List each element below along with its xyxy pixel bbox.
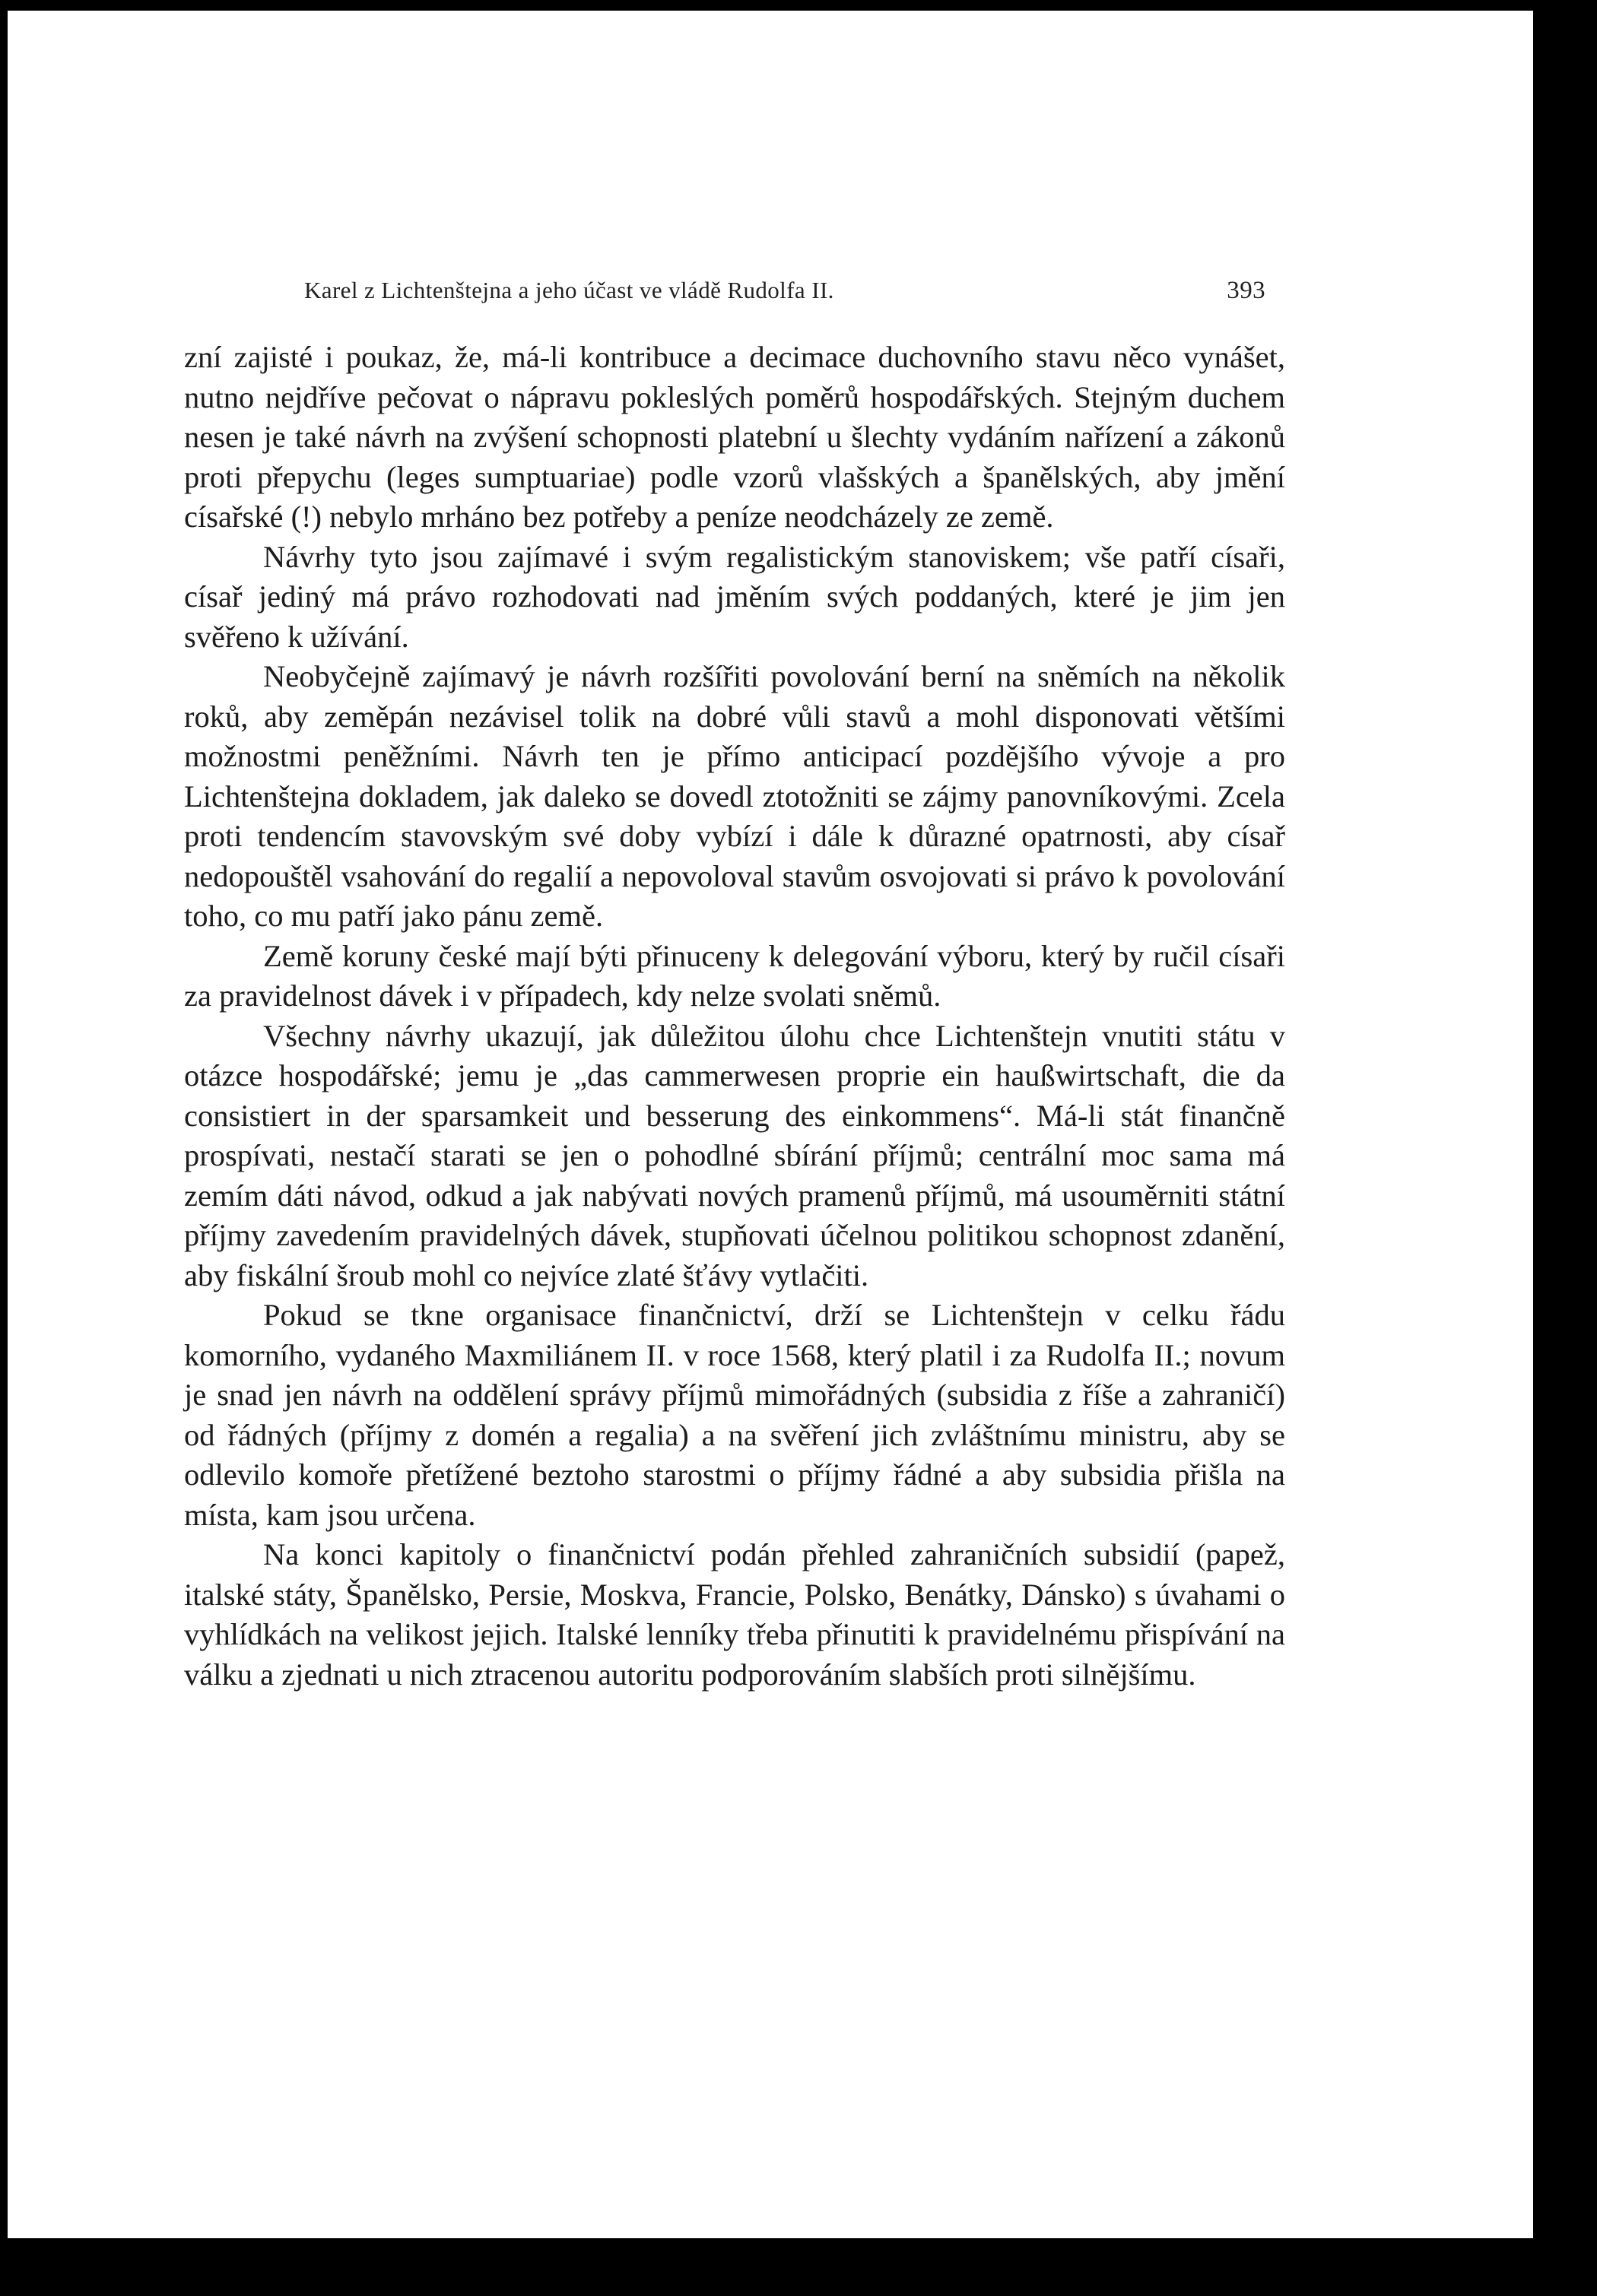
running-title: Karel z Lichtenštejna a jeho účast ve vládě Rudolfa II. bbox=[304, 277, 834, 303]
scan-edge bbox=[0, 0, 8, 2296]
paragraph: Návrhy tyto jsou zajímavé i svým regalistickým stanoviskem; vše patří císaři, císař jediný má právo rozhodovati nad jměním svých poddaných, které je jim jen svěřeno k užívání. bbox=[184, 539, 1285, 654]
paragraph: Země koruny české mají býti přinuceny k delegování výboru, který by ručil císaři za pravidelnost dávek i v případech, kdy nelze svolati sněmů. bbox=[184, 938, 1285, 1013]
body-text bbox=[184, 338, 1285, 1695]
running-head bbox=[304, 277, 1265, 305]
paragraph: Všechny návrhy ukazují, jak důležitou úlohu chce Lichtenštejn vnutiti státu v otázce hospodářské; jemu je „das cammerwesen proprie ein haußwirtschaft, die da consistiert in der sparsamkeit und besserung des einkommens“. Má-li stát finančně prospívati, nestačí starati se jen o pohodlné sbírání příjmů; centrální moc sama má zemím dáti návod, odkud a jak nabývati nových pramenů příjmů, má usouměrniti státní příjmy zavedením pravidelných dávek, stupňovati účelnou politikou schopnost zdanění, aby fiskální šroub mohl co nejvíce zlaté šťávy vytlačiti. bbox=[184, 1018, 1285, 1292]
paragraph: Pokud se tkne organisace finančnictví, drží se Lichtenštejn v celku řádu komorního, vydaného Maxmiliánem II. v roce 1568, který platil i za Rudolfa II.; novum je snad jen návrh na oddělení správy příjmů mimořádných (subsidia z říše a zahraničí) od řádných (příjmy z domén a regalia) a na svěření jich zvláštnímu ministru, aby se odlevilo komoře přetížené beztoho starostmi o příjmy řádné a aby subsidia přišla na místa, kam jsou určena. bbox=[184, 1298, 1285, 1532]
paragraph: Neobyčejně zajímavý je návrh rozšířiti povolování berní na sněmích na několik roků, aby zeměpán nezávisel tolik na dobré vůli stavů a mohl disponovati většími možnostmi peněžními. Návrh ten je přímo anticipací pozdějšího vývoje a pro Lichtenštejna dokladem, jak daleko se dovedl ztotožniti se zájmy panovníkovými. Zcela proti tendencím stavovským své doby vybízí i dále k důrazné opatrnosti, aby císař nedopouštěl vsahování do regalií a nepovoloval stavům osvojovati si právo k povolování toho, co mu patří jako pánu země. bbox=[184, 659, 1285, 933]
paragraph: Na konci kapitoly o finančnictví podán přehled zahraničních subsidií (papež, italské státy, Španělsko, Persie, Moskva, Francie, Polsko, Benátky, Dánsko) s úvahami o vyhlídkách na velikost jejich. Italské lenníky třeba přinutiti k pravidelnému přispívání na válku a zjednati u nich ztracenou autoritu podporováním slabších proti silnějšímu. bbox=[184, 1537, 1285, 1692]
book-page bbox=[8, 11, 1533, 2238]
page-number: 393 bbox=[1227, 277, 1265, 304]
paragraph: zní zajisté i poukaz, že, má-li kontribuce a decimace duchovního stavu něco vynášet, nutno nejdříve pečovat o nápravu pokleslých poměrů hospodářských. Stejným duchem nesen je také návrh na zvýšení schopnosti platební u šlechty vydáním nařízení a zákonů proti přepychu (leges sumptuariae) podle vzorů vlašských a španělských, aby jmění císařské (!) nebylo mrháno bez potřeby a peníze neodcházely ze země. bbox=[184, 340, 1285, 534]
